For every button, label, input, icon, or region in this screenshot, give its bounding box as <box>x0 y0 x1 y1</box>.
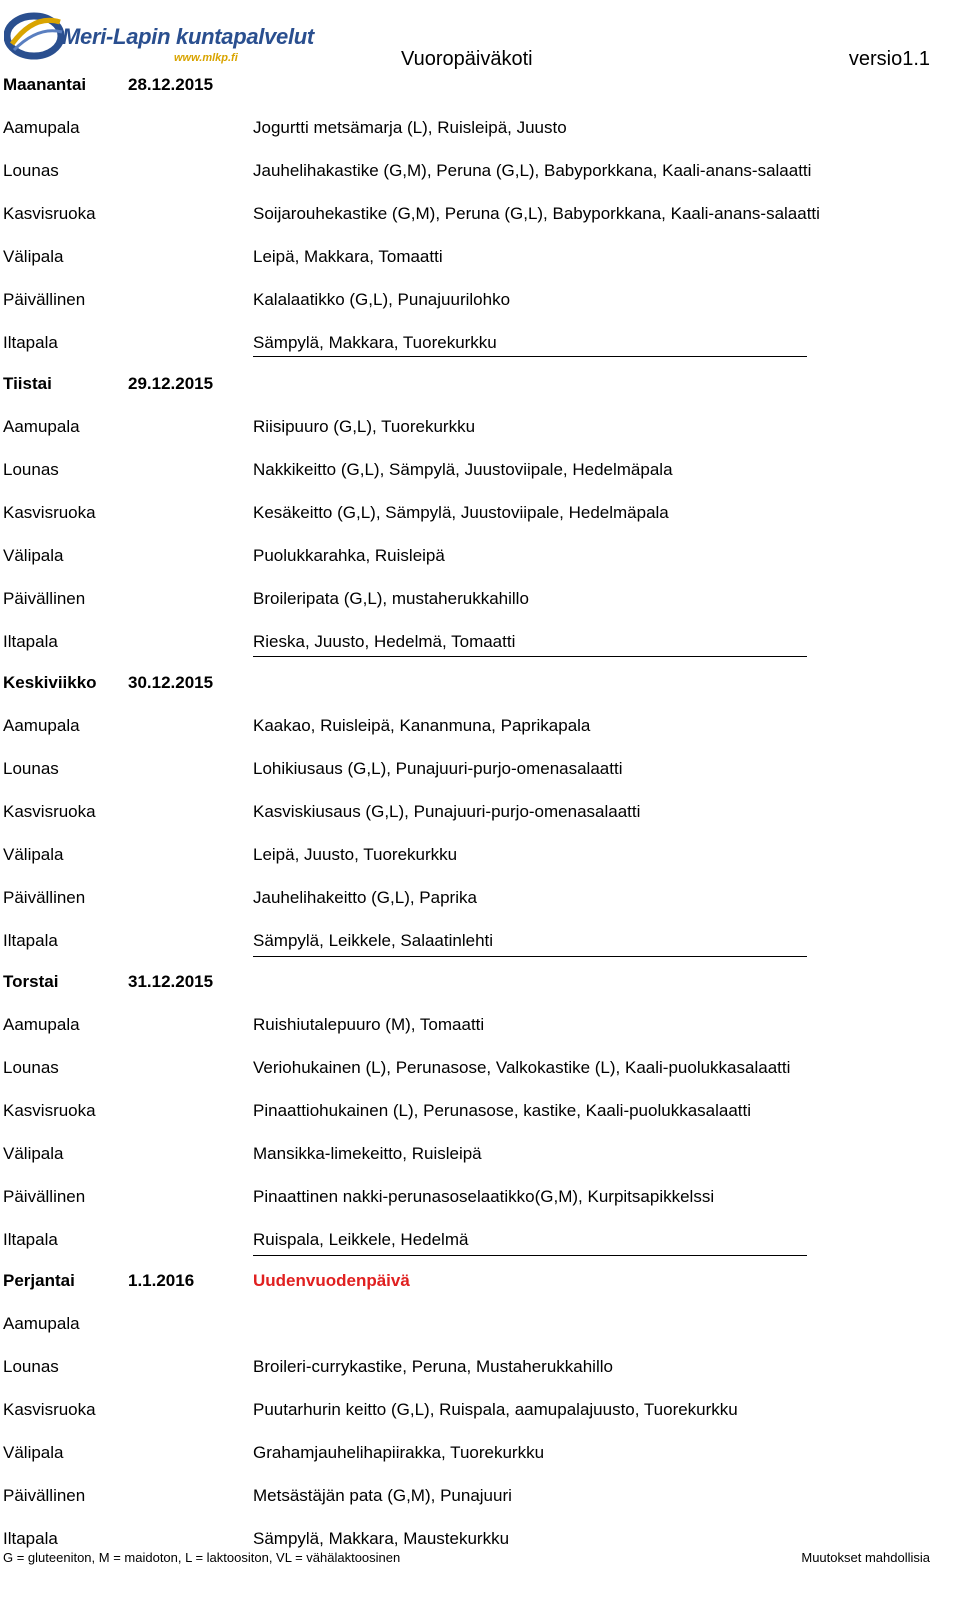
meal-row <box>0 278 960 321</box>
meal-row <box>0 448 960 491</box>
meal-value: Puolukkarahka, Ruisleipä <box>253 546 445 565</box>
meal-value: Broileri-currykastike, Peruna, Mustaherukkahillo <box>253 1357 613 1376</box>
meal-value: Lohikiusaus (G,L), Punajuuri-purjo-omenasalaatti <box>253 759 623 778</box>
day-header <box>0 362 960 405</box>
meal-row <box>0 747 960 790</box>
meal-value: Jogurtti metsämarja (L), Ruisleipä, Juusto <box>253 118 567 137</box>
day-separator <box>253 956 807 957</box>
day-date: 28.12.2015 <box>128 75 214 94</box>
meal-row <box>0 1388 960 1431</box>
meal-label: Välipala <box>3 546 64 565</box>
meal-value: Mansikka-limekeitto, Ruisleipä <box>253 1144 482 1163</box>
logo-text: Meri-Lapin kuntapalvelut <box>62 24 314 49</box>
meal-label: Lounas <box>3 1357 59 1376</box>
meal-value: Pinaattiohukainen (L), Perunasose, kastike, Kaali-puolukkasalaatti <box>253 1101 752 1120</box>
meal-value: Kasviskiusaus (G,L), Punajuuri-purjo-omenasalaatti <box>253 802 641 821</box>
meal-row <box>0 704 960 747</box>
meal-label: Välipala <box>3 1443 64 1462</box>
meal-label: Iltapala <box>3 1230 58 1249</box>
day-separator <box>253 1255 807 1256</box>
day-section <box>0 960 960 1261</box>
meal-value: Ruispala, Leikkele, Hedelmä <box>253 1230 469 1249</box>
meal-label: Päivällinen <box>3 888 86 907</box>
day-section <box>0 63 960 364</box>
meal-label: Välipala <box>3 1144 64 1163</box>
day-header <box>0 63 960 106</box>
meal-label: Kasvisruoka <box>3 503 96 522</box>
meal-row <box>0 577 960 620</box>
day-name: Torstai <box>3 972 59 991</box>
meal-label: Lounas <box>3 1058 59 1077</box>
meal-row <box>0 235 960 278</box>
meal-label: Päivällinen <box>3 1187 86 1206</box>
meal-row <box>0 790 960 833</box>
meal-label: Aamupala <box>3 1314 80 1333</box>
meal-row <box>0 149 960 192</box>
meal-label: Iltapala <box>3 333 58 352</box>
meal-label: Aamupala <box>3 1015 80 1034</box>
meal-label: Iltapala <box>3 1529 58 1548</box>
day-name: Tiistai <box>3 374 52 393</box>
day-date: 30.12.2015 <box>128 673 214 692</box>
meal-value: Soijarouhekastike (G,M), Peruna (G,L), Babyporkkana, Kaali-anans-salaatti <box>253 204 820 223</box>
meal-value: Pinaattinen nakki-perunasoselaatikko(G,M), Kurpitsapikkelssi <box>253 1187 715 1206</box>
meal-label: Kasvisruoka <box>3 1101 96 1120</box>
meal-value: Jauhelihakeitto (G,L), Paprika <box>253 888 477 907</box>
day-date: 1.1.2016 <box>128 1271 195 1290</box>
meal-label: Aamupala <box>3 716 80 735</box>
day-section <box>0 362 960 663</box>
meal-label: Kasvisruoka <box>3 802 96 821</box>
meal-row <box>0 1345 960 1388</box>
meal-row <box>0 1175 960 1218</box>
day-section <box>0 1259 960 1560</box>
meal-row <box>0 1474 960 1517</box>
meal-row <box>0 1089 960 1132</box>
meal-label: Iltapala <box>3 632 58 651</box>
changes-note: Muutokset mahdollisia <box>801 1550 930 1565</box>
meal-label: Välipala <box>3 845 64 864</box>
day-date: 29.12.2015 <box>128 374 214 393</box>
meal-row <box>0 106 960 149</box>
logo-url: www.mlkp.fi <box>174 52 238 64</box>
meal-label: Välipala <box>3 247 64 266</box>
meal-row <box>0 833 960 876</box>
day-note-holiday: Uudenvuodenpäivä <box>253 1271 410 1290</box>
diet-legend: G = gluteeniton, M = maidoton, L = laktoositon, VL = vähälaktoosinen <box>3 1550 401 1565</box>
meal-value: Leipä, Juusto, Tuorekurkku <box>253 845 458 864</box>
meal-value: Sämpylä, Makkara, Maustekurkku <box>253 1529 510 1548</box>
day-header <box>0 1259 960 1302</box>
meal-label: Aamupala <box>3 118 80 137</box>
day-separator <box>253 656 807 657</box>
meal-label: Päivällinen <box>3 589 86 608</box>
day-date: 31.12.2015 <box>128 972 214 991</box>
meal-row <box>0 534 960 577</box>
version-label: versio1.1 <box>848 48 930 70</box>
meal-value: Jauhelihakastike (G,M), Peruna (G,L), Babyporkkana, Kaali-anans-salaatti <box>253 161 812 180</box>
meal-row <box>0 1302 960 1345</box>
meal-value: Grahamjauhelihapiirakka, Tuorekurkku <box>253 1443 545 1462</box>
meal-row <box>0 1003 960 1046</box>
meal-value: Metsästäjän pata (G,M), Punajuuri <box>253 1486 512 1505</box>
meal-label: Lounas <box>3 759 59 778</box>
meal-value: Riisipuuro (G,L), Tuorekurkku <box>253 417 476 436</box>
meal-label: Kasvisruoka <box>3 204 96 223</box>
meal-row <box>0 192 960 235</box>
day-name: Perjantai <box>3 1271 75 1290</box>
meal-row <box>0 876 960 919</box>
meal-label: Lounas <box>3 460 59 479</box>
day-section <box>0 661 960 962</box>
meal-label: Päivällinen <box>3 290 86 309</box>
meal-value: Nakkikeitto (G,L), Sämpylä, Juustoviipale, Hedelmäpala <box>253 460 673 479</box>
meal-row <box>0 1046 960 1089</box>
logo-emblem-icon <box>4 4 64 64</box>
meal-label: Lounas <box>3 161 59 180</box>
meal-value: Broileripata (G,L), mustaherukkahillo <box>253 589 529 608</box>
day-header <box>0 661 960 704</box>
meal-label: Aamupala <box>3 417 80 436</box>
meal-value: Rieska, Juusto, Hedelmä, Tomaatti <box>253 632 516 651</box>
day-header <box>0 960 960 1003</box>
meal-row <box>0 405 960 448</box>
day-name: Maanantai <box>3 75 87 94</box>
day-name: Keskiviikko <box>3 673 97 692</box>
meal-label: Kasvisruoka <box>3 1400 96 1419</box>
meal-value: Kalalaatikko (G,L), Punajuurilohko <box>253 290 511 309</box>
meal-value: Sämpylä, Makkara, Tuorekurkku <box>253 333 497 352</box>
meal-row <box>0 1132 960 1175</box>
meal-row <box>0 1431 960 1474</box>
meal-row <box>0 321 960 364</box>
meal-value: Puutarhurin keitto (G,L), Ruispala, aamupalajuusto, Tuorekurkku <box>253 1400 738 1419</box>
meal-value: Veriohukainen (L), Perunasose, Valkokastike (L), Kaali-puolukkasalaatti <box>253 1058 791 1077</box>
day-separator <box>253 356 807 357</box>
meal-value: Sämpylä, Leikkele, Salaatinlehti <box>253 931 494 950</box>
meal-label: Iltapala <box>3 931 58 950</box>
meal-value: Kesäkeitto (G,L), Sämpylä, Juustoviipale, Hedelmäpala <box>253 503 669 522</box>
meal-value: Ruishiutalepuuro (M), Tomaatti <box>253 1015 485 1034</box>
meal-row <box>0 491 960 534</box>
logo <box>4 2 314 68</box>
meal-label: Päivällinen <box>3 1486 86 1505</box>
meal-value: Leipä, Makkara, Tomaatti <box>253 247 443 266</box>
meal-value: Kaakao, Ruisleipä, Kananmuna, Paprikapala <box>253 716 591 735</box>
page-title: Vuoropäiväkoti <box>401 48 533 70</box>
